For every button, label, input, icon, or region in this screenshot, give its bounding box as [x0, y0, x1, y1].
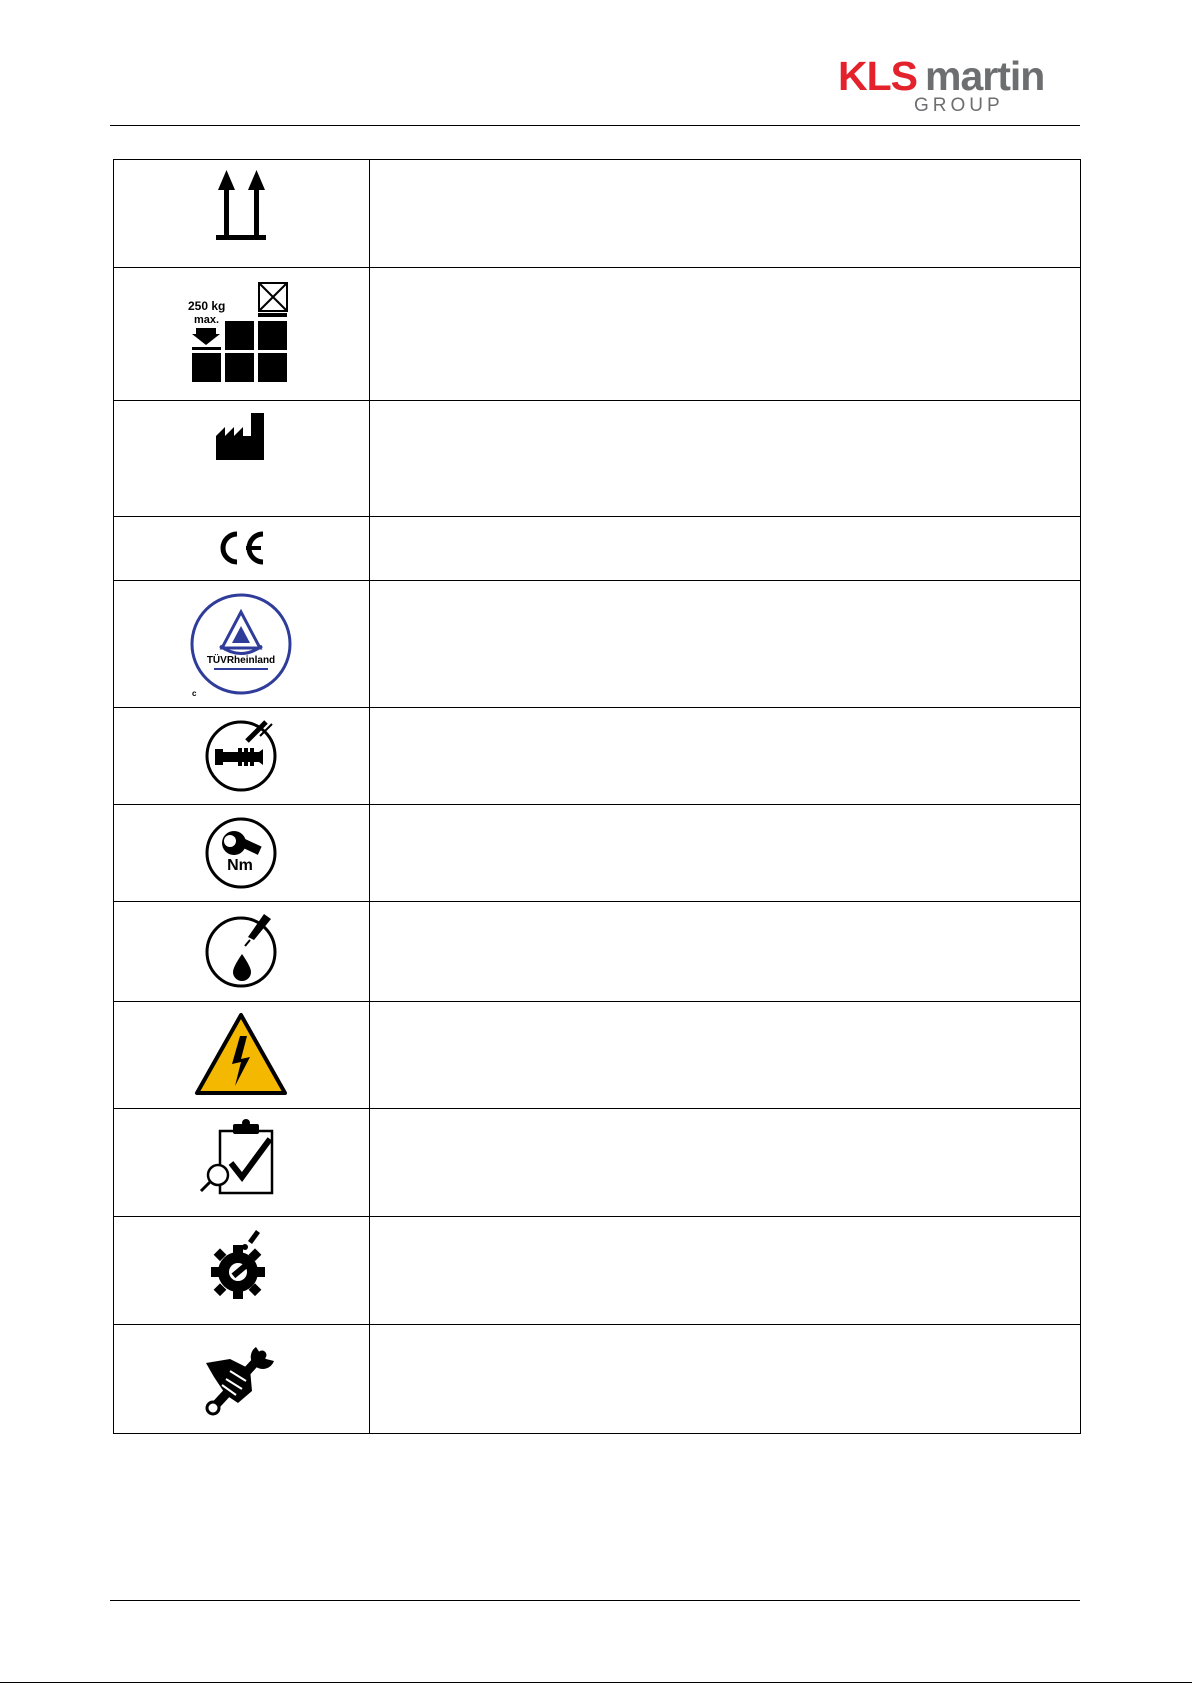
symbol-cell: [114, 1217, 370, 1325]
electrical-hazard-icon: [114, 1002, 369, 1108]
symbols-table: [113, 159, 1081, 1434]
table-row: [114, 160, 1081, 268]
logo-wordmark: [838, 54, 1044, 98]
ce-mark-icon: [114, 517, 369, 580]
symbol-cell: [114, 1109, 370, 1217]
table-row: [114, 581, 1081, 708]
symbol-cell: [114, 1325, 370, 1434]
logo-kls: KLS: [838, 53, 917, 99]
screw-tighten-icon: [114, 708, 369, 804]
weight-label: 250 kg: [188, 299, 226, 313]
table-row: [114, 902, 1081, 1002]
company-logo: [838, 53, 1078, 118]
symbol-cell: [114, 581, 370, 708]
table-row: [114, 1217, 1081, 1325]
description-cell: [370, 268, 1081, 401]
table-row: [114, 805, 1081, 902]
description-cell: [370, 1002, 1081, 1109]
oil-lubricate-icon: [114, 902, 369, 1001]
table-row: [114, 1002, 1081, 1109]
symbol-cell: [114, 708, 370, 805]
description-cell: [370, 160, 1081, 268]
footer-rule: [110, 1600, 1080, 1601]
table-row: [114, 401, 1081, 517]
symbol-cell: [114, 517, 370, 581]
table-row: [114, 708, 1081, 805]
header-rule: [110, 125, 1080, 126]
description-cell: [370, 708, 1081, 805]
symbol-cell: [114, 160, 370, 268]
table-row: [114, 1109, 1081, 1217]
stacking-limit-icon: [114, 268, 369, 400]
tuv-rheinland-icon: [114, 581, 369, 707]
logo-group: GROUP: [914, 95, 1004, 116]
symbol-cell: [114, 268, 370, 401]
tuv-c-label: c: [192, 689, 197, 698]
tuv-label: TÜVRheinland: [206, 655, 276, 666]
symbol-cell: [114, 805, 370, 902]
description-cell: [370, 1325, 1081, 1434]
max-label: max.: [194, 314, 220, 326]
symbol-cell: [114, 902, 370, 1002]
description-cell: [370, 517, 1081, 581]
torque-wrench-icon: [114, 805, 369, 901]
symbol-cell: [114, 1002, 370, 1109]
description-cell: [370, 805, 1081, 902]
description-cell: [370, 1109, 1081, 1217]
this-way-up-icon: [114, 160, 369, 267]
description-cell: [370, 401, 1081, 517]
logo-martin: martin: [925, 53, 1045, 99]
maintenance-gear-icon: [114, 1217, 369, 1324]
page-edge-rule: [0, 1682, 1192, 1683]
table-row: [114, 517, 1081, 581]
description-cell: [370, 1217, 1081, 1325]
symbol-cell: [114, 401, 370, 517]
description-cell: [370, 581, 1081, 708]
table-row: [114, 1325, 1081, 1434]
description-cell: [370, 902, 1081, 1002]
nm-label: Nm: [227, 857, 253, 874]
table-row: [114, 268, 1081, 401]
inspection-checklist-icon: [114, 1109, 369, 1216]
repair-hand-wrench-icon: [114, 1325, 369, 1433]
manufacturer-icon: [114, 401, 369, 516]
